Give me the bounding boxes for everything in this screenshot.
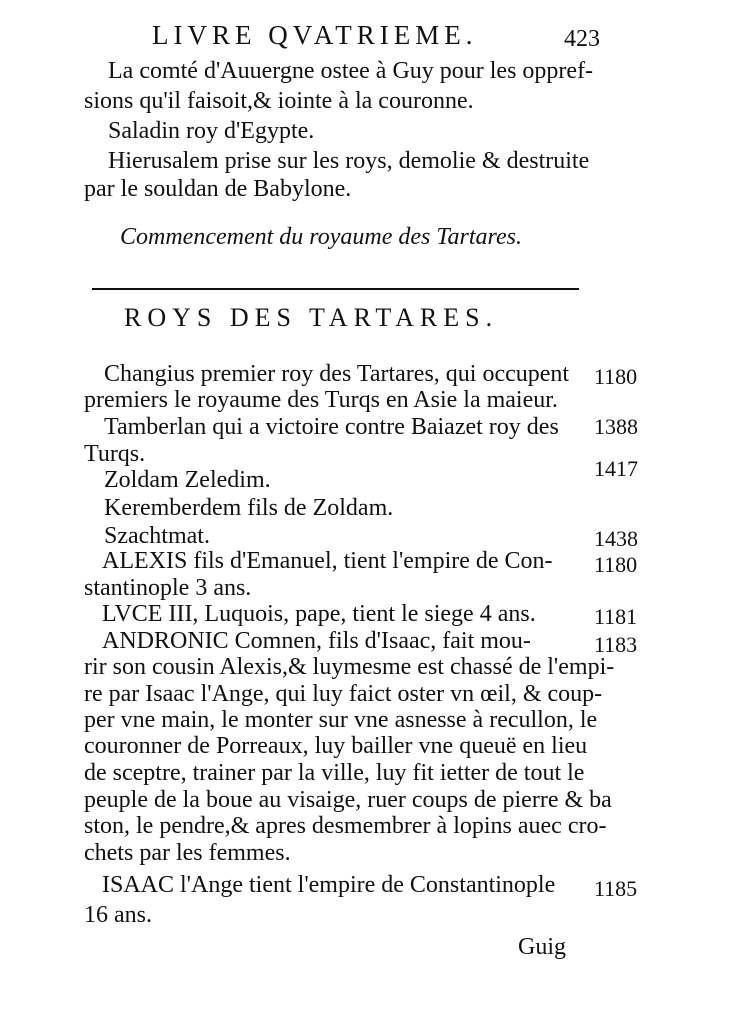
margin-year: 1183 xyxy=(594,632,638,657)
entry-line: Changius premier roy des Tartares, qui occupent xyxy=(104,361,570,387)
entry-line: ANDRONIC Comnen, fils d'Isaac, fait mou- xyxy=(102,628,531,654)
margin-year: 1438 xyxy=(594,526,638,551)
entry-line: ALEXIS fils d'Emanuel, tient l'empire de Con- xyxy=(102,548,553,574)
top-entry: Saladin roy d'Egypte. xyxy=(108,118,315,144)
top-entry: La comté d'Auuergne ostee à Guy pour les oppref- xyxy=(108,58,594,84)
top-entry: sions qu'il faisoit,& iointe à la couronne. xyxy=(84,88,474,114)
entry-line: Keremberdem fils de Zoldam. xyxy=(104,495,394,521)
entry-line: ston, le pendre,& apres desmembrer à lopins auec cro- xyxy=(84,813,607,839)
catchword: Guig xyxy=(518,934,566,960)
entry-line: Turqs. xyxy=(84,441,146,467)
entry-line: Szachtmat. xyxy=(104,523,210,549)
entry-line: de sceptre, trainer par la ville, luy fit ietter de tout le xyxy=(84,760,585,786)
entry-line: Zoldam Zeledim. xyxy=(104,467,271,493)
top-entry: Hierusalem prise sur les roys, demolie & destruite xyxy=(108,148,590,174)
entry-line: Tamberlan qui a victoire contre Baiazet roy des xyxy=(104,414,559,440)
italic-heading: Commencement du royaume des Tartares. xyxy=(120,224,522,250)
entry-line: premiers le royaume des Turqs en Asie la maieur. xyxy=(84,387,558,413)
margin-year: 1388 xyxy=(594,414,638,439)
margin-year: 1181 xyxy=(594,604,638,629)
entry-line: chets par les femmes. xyxy=(84,840,291,866)
entry-line: stantinople 3 ans. xyxy=(84,575,252,601)
margin-year: 1180 xyxy=(594,552,638,577)
margin-year: 1180 xyxy=(594,364,638,389)
entry-line: per vne main, le monter sur vne asnesse à recullon, le xyxy=(84,707,598,733)
entry-line: ISAAC l'Ange tient l'empire de Constantinople xyxy=(102,872,556,898)
running-head: LIVRE QVATRIEME. xyxy=(152,20,478,50)
section-title: ROYS DES TARTARES. xyxy=(124,303,499,332)
margin-year: 1185 xyxy=(594,876,638,901)
entry-line: re par Isaac l'Ange, qui luy faict oster vn œil, & coup- xyxy=(84,681,603,707)
entry-line: peuple de la boue au visaige, ruer coups de pierre & ba xyxy=(84,787,612,813)
page-number: 423 xyxy=(564,26,600,52)
entry-line: rir son cousin Alexis,& luymesme est chassé de l'empi- xyxy=(84,654,615,680)
entry-line: couronner de Porreaux, luy bailler vne queuë en lieu xyxy=(84,733,588,759)
divider-rule xyxy=(92,288,579,290)
entry-line: LVCE III, Luquois, pape, tient le siege 4 ans. xyxy=(102,601,536,627)
top-entry: par le souldan de Babylone. xyxy=(84,176,352,202)
entry-line: 16 ans. xyxy=(84,902,152,928)
margin-year: 1417 xyxy=(594,456,638,481)
